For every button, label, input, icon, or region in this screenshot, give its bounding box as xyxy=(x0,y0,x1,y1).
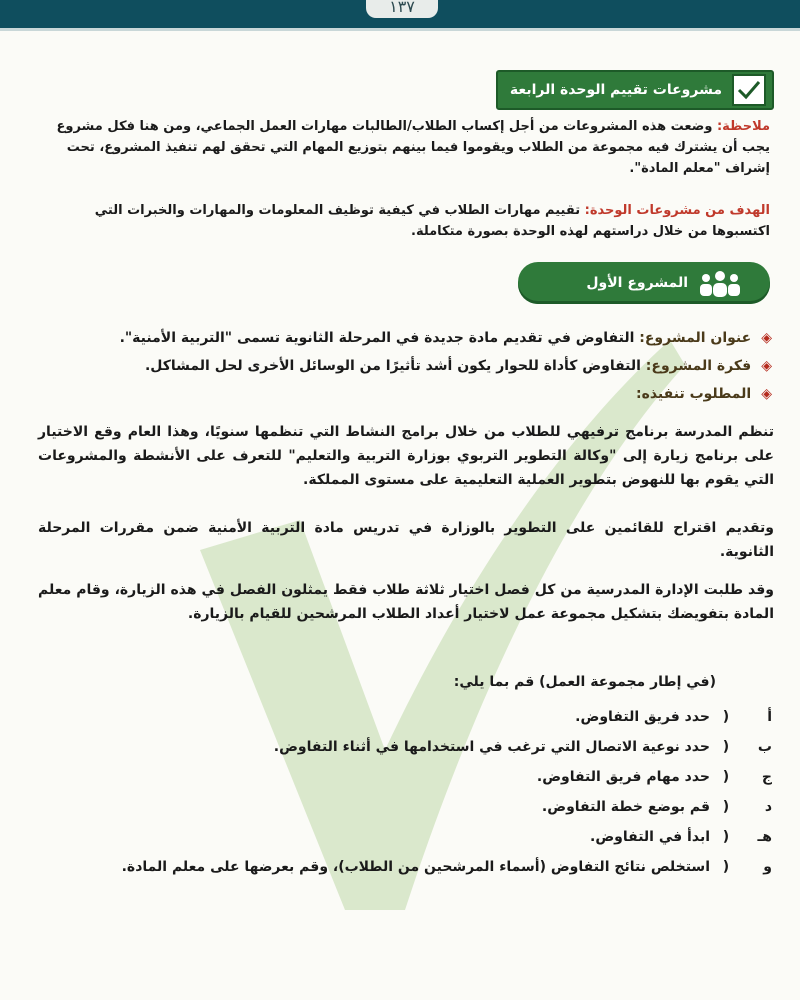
body-paragraph: تنظم المدرسة برنامج ترفيهي للطلاب من خلال برامج النشاط التي تنظمها سنويًا، وهذا العام وقع الاختيار على برنامج زيارة إلى "وكالة التطوير التربوي بوزارة التربية والتعليم" للتعرف على الأنشطة والمشروعات التي يقوم بها للنهوض بتطوير العملية التعليمية على مستوى المملكة. xyxy=(38,424,774,488)
task-letter: ج xyxy=(761,769,772,785)
body-paragraph: وقد طلبت الإدارة المدرسية من كل فصل اختيار ثلاثة طلاب فقط يمثلون الفصل في هذه الزيارة، وقام معلم المادة بتفويضك بتشكيل مجموعة عمل لاختيار أعداد الطلاب المرشحين للقيام بالزيارة. xyxy=(38,582,774,622)
bullet-label: المطلوب تنفيذه: xyxy=(635,386,752,402)
note-label: ملاحظة: xyxy=(716,119,770,134)
task-text: حدد نوعية الاتصال التي ترغب في استخدامها في أثناء التفاوض. xyxy=(273,739,710,755)
list-item xyxy=(60,702,772,732)
task-letter: د xyxy=(764,799,772,815)
list-item xyxy=(48,324,772,352)
task-paren: ) xyxy=(722,769,730,785)
list-item xyxy=(60,852,772,882)
bullet-text: التفاوض كأداة للحوار يكون أشد تأثيرًا من الوسائل الأخرى لحل المشاكل. xyxy=(144,358,641,374)
task-paren: ) xyxy=(722,829,730,845)
task-text: استخلص نتائج التفاوض (أسماء المرشحين من الطلاب)، وقم بعرضها على معلم المادة. xyxy=(121,859,710,875)
task-letter: و xyxy=(763,859,772,875)
task-letter: هـ xyxy=(757,829,772,845)
task-paren: ) xyxy=(722,739,730,755)
page-header-bar xyxy=(0,0,800,31)
project-header xyxy=(518,262,770,304)
task-text: قم بوضع خطة التفاوض. xyxy=(541,799,710,815)
group-people-icon xyxy=(698,268,742,298)
task-paren: ) xyxy=(722,859,730,875)
diamond-bullet-icon: ◈ xyxy=(761,358,772,374)
goal-text: تقييم مهارات الطلاب في كيفية توظيف المعلومات والمهارات والخبرات التي اكتسبوها من خلال دراستهم لهذه الوحدة بصورة متكاملة. xyxy=(94,203,770,239)
checkmark-icon xyxy=(732,74,766,106)
task-paren: ) xyxy=(722,799,730,815)
list-item xyxy=(60,762,772,792)
task-letter: ب xyxy=(757,739,772,755)
task-letter: أ xyxy=(767,709,772,725)
diamond-bullet-icon: ◈ xyxy=(761,330,772,346)
tasks-list xyxy=(60,702,772,882)
note-paragraph xyxy=(44,116,770,179)
list-item xyxy=(60,792,772,822)
project-title: المشروع الأول xyxy=(586,275,688,291)
bullet-label: فكرة المشروع: xyxy=(645,358,752,374)
tasks-intro: (في إطار مجموعة العمل) قم بما يلي: xyxy=(453,674,716,690)
body-paragraph: وتقديم اقتراح للقائمين على التطوير بالوزارة في تدريس مادة التربية الأمنية ضمن مقررات المرحلة الثانوية. xyxy=(38,520,774,560)
bullet-text: التفاوض في تقديم مادة جديدة في المرحلة الثانوية تسمى "التربية الأمنية". xyxy=(119,330,635,346)
list-item xyxy=(48,352,772,380)
list-item xyxy=(48,380,772,408)
page-number: ١٣٧ xyxy=(366,0,438,18)
section-title: مشروعات تقييم الوحدة الرابعة xyxy=(509,82,722,98)
note-text: وضعت هذه المشروعات من أجل إكساب الطلاب/الطالبات مهارات العمل الجماعي، ومن هنا فكل مشروع يجب أن يشترك فيه مجموعة من الطلاب ويقوموا فيما بينهم بتوزيع المهام التي تحقق لهم تنفيذ المشروع، تحت إشراف "معلم المادة". xyxy=(56,119,770,176)
bullet-label: عنوان المشروع: xyxy=(639,330,752,346)
task-text: حدد فريق التفاوض. xyxy=(575,709,710,725)
goal-paragraph xyxy=(44,200,770,242)
diamond-bullet-icon: ◈ xyxy=(761,386,772,402)
task-paren: ) xyxy=(722,709,730,725)
list-item xyxy=(60,732,772,762)
goal-label: الهدف من مشروعات الوحدة: xyxy=(584,203,770,218)
task-text: ابدأ في التفاوض. xyxy=(590,829,710,845)
task-text: حدد مهام فريق التفاوض. xyxy=(536,769,710,785)
list-item xyxy=(60,822,772,852)
section-title-box xyxy=(496,70,774,110)
project-bullets xyxy=(48,324,772,408)
